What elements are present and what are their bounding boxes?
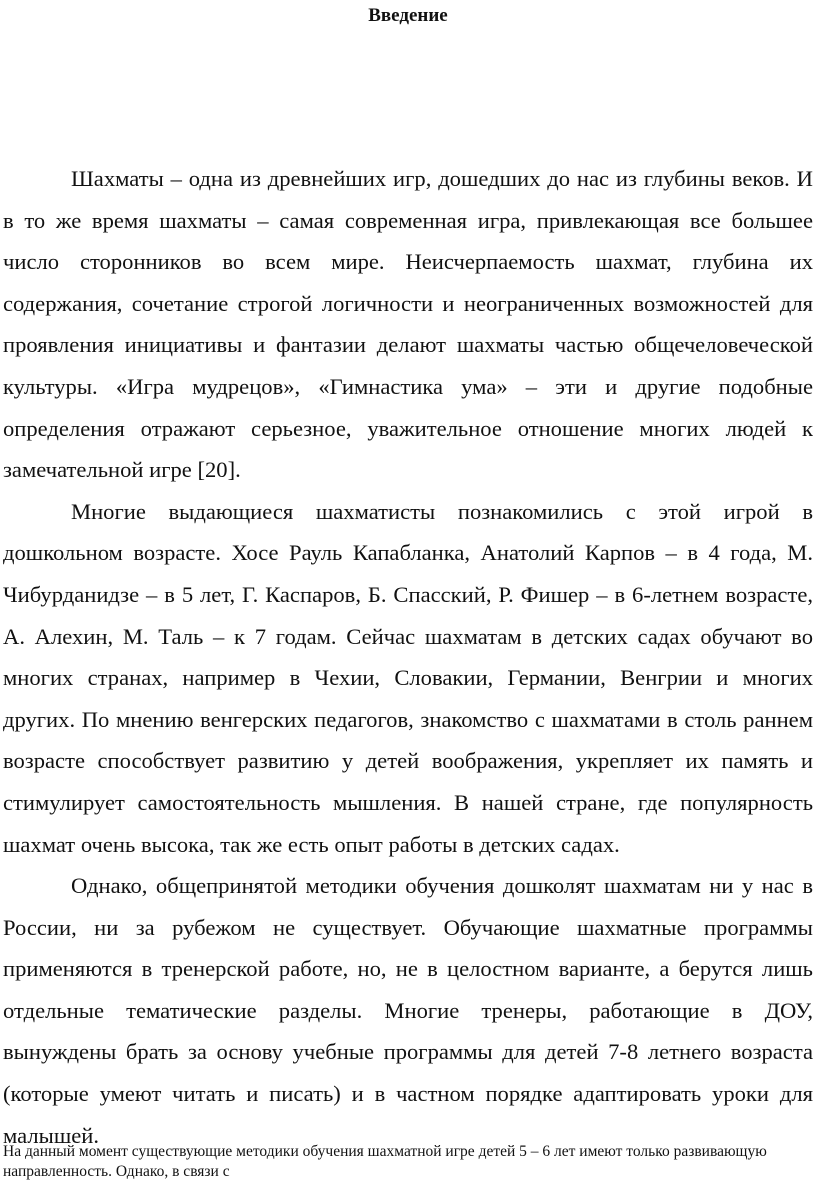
paragraph-1: Шахматы – одна из древнейших игр, дошедших до нас из глубины веков. И в то же время шахматы – самая современная игра, привлекающая все большее число сторонников во всем мире. Неисчерпаемость шахмат, глубина их содержания, сочетание строгой логичности и неограниченных возможностей для проявления инициативы и фантазии делают шахматы частью общечеловеческой культуры. «Игра мудрецов», «Гимнастика ума» – эти и другие подобные определения отражают серьезное, уважительное отношение многих людей к замечательной игре [20]. [3,166,813,483]
document-body [3,158,813,1156]
paragraph-2: Многие выдающиеся шахматисты познакомились с этой игрой в дошкольном возрасте. Хосе Рауль Капабланка, Анатолий Карпов – в 4 года, М. Чибурданидзе – в 5 лет, Г. Каспаров, Б. Спасский, Р. Фишер – в 6-летнем возрасте, А. Алехин, М. Таль – к 7 годам. Сейчас шахматам в детских садах обучают во многих странах, например в Чехии, Словакии, Германии, Венгрии и многих других. По мнению венгерских педагогов, знакомство с шахматами в столь раннем возрасте способствует развитию у детей воображения, укрепляет их память и стимулирует самостоятельность мышления. В нашей стране, где популярность шахмат очень высока, так же есть опыт работы в детских садах. [3,498,813,857]
paragraph-3: Однако, общепринятой методики обучения дошколят шахматам ни у нас в России, ни за рубежом не существует. Обучающие шахматные программы применяются в тренерской работе, но, не в целостном варианте, а берутся лишь отдельные тематические разделы. Многие тренеры, работающие в ДОУ, вынуждены брать за основу учебные программы для детей 7-8 летнего возраста (которые умеют читать и писать) и в частном порядке адаптировать уроки для малышей. [3,873,813,1148]
trailing-note: На данный момент существующие методики обучения шахматной игре детей 5 – 6 лет имеют только развивающую направленность. Однако, в связи с [3,1143,767,1180]
page-title: Введение [368,5,448,26]
